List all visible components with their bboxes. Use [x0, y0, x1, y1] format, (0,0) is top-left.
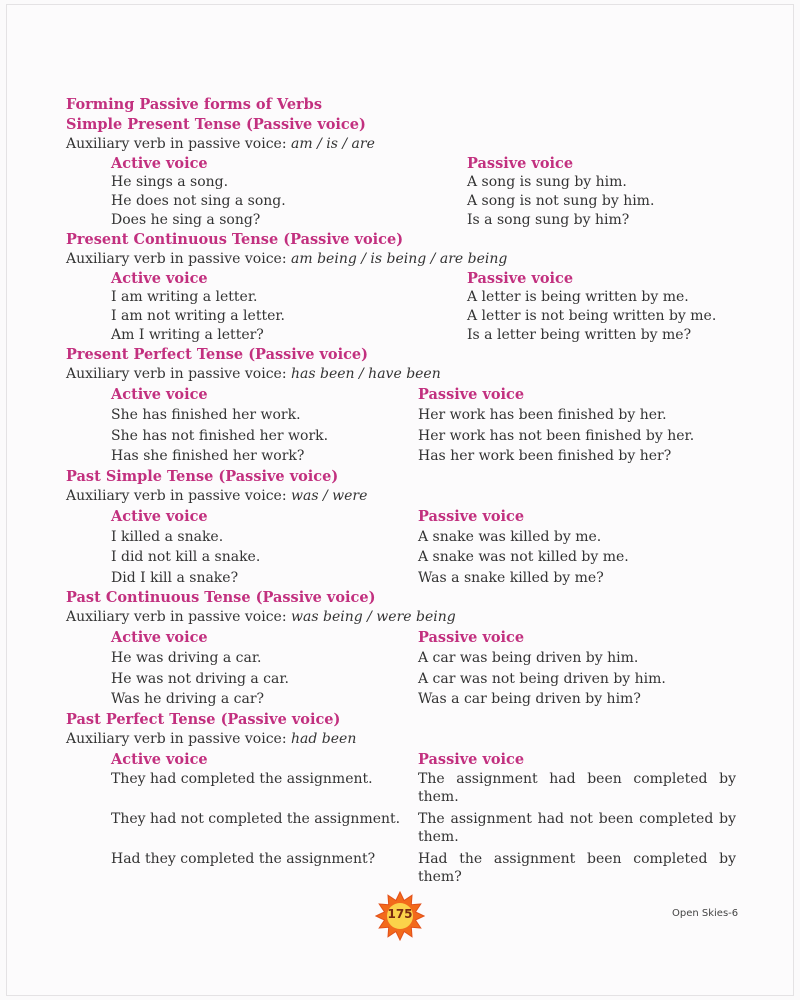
- passive-sentence: Her work has not been finished by her.: [418, 427, 695, 444]
- aux-forms: was being / were being: [291, 609, 456, 625]
- section-present-continuous: [66, 230, 738, 345]
- example-row: [66, 568, 738, 589]
- active-sentence: She has not finished her work.: [111, 427, 329, 444]
- aux-line: Auxiliary verb in passive voice: was / were: [66, 487, 368, 504]
- aux-line: Auxiliary verb in passive voice: was being / were being: [66, 609, 456, 625]
- active-sentence: Does he sing a song?: [111, 212, 261, 228]
- passive-sentence: A song is sung by him.: [467, 174, 627, 190]
- aux-forms: was / were: [291, 487, 368, 504]
- section-heading: Present Perfect Tense (Passive voice): [66, 346, 369, 363]
- passive-sentence: A car was not being driven by him.: [418, 670, 666, 687]
- book-title: Open Skies-6: [672, 908, 739, 919]
- aux-forms: am / is / are: [291, 136, 375, 152]
- active-sentence: Did I kill a snake?: [111, 569, 239, 586]
- example-row: [66, 426, 738, 447]
- passive-sentence: A letter is not being written by me.: [467, 308, 717, 324]
- active-sentence: She has finished her work.: [111, 407, 301, 423]
- example-row: [66, 405, 738, 426]
- section-heading: Past Perfect Tense (Passive voice): [66, 710, 341, 728]
- active-sentence: Am I writing a letter?: [111, 327, 264, 343]
- active-header: Active voice: [111, 507, 208, 525]
- passive-header: Passive voice: [418, 507, 525, 525]
- passive-sentence: A letter is being written by me.: [467, 289, 689, 305]
- example-row: [66, 527, 738, 548]
- section-heading: Simple Present Tense (Passive voice): [66, 116, 366, 133]
- passive-sentence: A snake was killed by me.: [418, 528, 602, 545]
- aux-line: Auxiliary verb in passive voice: am / is / are: [66, 136, 375, 152]
- passive-sentence: A snake was not killed by me.: [418, 549, 629, 565]
- passive-sentence: Is a song sung by him?: [467, 212, 630, 228]
- passive-sentence: Is a letter being written by me?: [467, 327, 692, 343]
- example-row: [66, 192, 738, 211]
- passive-sentence: A car was being driven by him.: [418, 650, 639, 666]
- section-past-continuous: [66, 588, 738, 710]
- passive-header: Passive voice: [418, 386, 525, 403]
- passive-sentence: Her work has been finished by her.: [418, 407, 667, 423]
- aux-line: Auxiliary verb in passive voice: had been: [66, 730, 357, 747]
- section-heading: Past Continuous Tense (Passive voice): [66, 589, 376, 606]
- page-title: Forming Passive forms of Verbs: [66, 96, 322, 113]
- example-row: [66, 173, 738, 192]
- active-sentence: Has she finished her work?: [111, 448, 305, 464]
- example-row: [66, 648, 738, 669]
- active-sentence: He sings a song.: [111, 174, 229, 190]
- passive-sentence: The assignment had been completed by them.: [418, 770, 736, 805]
- example-row: [66, 307, 738, 326]
- active-sentence: Had they completed the assignment?: [111, 850, 376, 867]
- example-row: [66, 689, 738, 710]
- active-sentence: He was driving a car.: [111, 650, 262, 666]
- passive-sentence: Has her work been finished by her?: [418, 448, 672, 464]
- aux-forms: had been: [291, 730, 357, 747]
- example-row: [66, 810, 738, 847]
- example-row: [66, 326, 738, 345]
- active-sentence: I killed a snake.: [111, 528, 224, 545]
- passive-header: Passive voice: [467, 270, 574, 287]
- active-sentence: I am writing a letter.: [111, 289, 258, 305]
- example-row: [66, 288, 738, 307]
- section-heading: Present Continuous Tense (Passive voice): [66, 231, 404, 248]
- passive-sentence: A song is not sung by him.: [467, 193, 655, 209]
- passive-sentence: The assignment had not been completed by them.: [418, 810, 736, 845]
- active-sentence: Was he driving a car?: [111, 691, 265, 707]
- section-past-perfect: [66, 710, 738, 887]
- active-header: Active voice: [111, 750, 208, 768]
- passive-header: Passive voice: [418, 750, 525, 768]
- passive-header: Passive voice: [418, 629, 525, 646]
- active-sentence: I am not writing a letter.: [111, 308, 285, 324]
- aux-forms: am being / is being / are being: [291, 251, 508, 267]
- active-header: Active voice: [111, 386, 208, 403]
- active-sentence: They had not completed the assignment.: [111, 810, 401, 827]
- passive-header: Passive voice: [467, 155, 574, 172]
- example-row: [66, 211, 738, 230]
- content: [66, 95, 738, 887]
- section-past-simple: [66, 467, 738, 589]
- section-simple-present: [66, 115, 738, 230]
- example-row: [66, 547, 738, 568]
- aux-line: Auxiliary verb in passive voice: am being / is being / are being: [66, 251, 508, 267]
- section-heading: Past Simple Tense (Passive voice): [66, 467, 339, 485]
- aux-line: Auxiliary verb in passive voice: has been / have been: [66, 366, 441, 382]
- example-row: [66, 770, 738, 807]
- passive-sentence: Had the assignment been completed by them?: [418, 850, 736, 885]
- page-number-badge: [375, 891, 425, 941]
- example-row: [66, 850, 738, 887]
- section-present-perfect: [66, 345, 738, 467]
- active-header: Active voice: [111, 629, 208, 646]
- active-header: Active voice: [111, 270, 208, 287]
- example-row: [66, 669, 738, 690]
- active-sentence: I did not kill a snake.: [111, 549, 261, 565]
- active-sentence: They had completed the assignment.: [111, 770, 373, 787]
- active-sentence: He was not driving a car.: [111, 670, 289, 687]
- passive-sentence: Was a snake killed by me?: [418, 569, 604, 586]
- passive-sentence: Was a car being driven by him?: [418, 691, 641, 707]
- example-row: [66, 446, 738, 467]
- aux-forms: has been / have been: [291, 366, 441, 382]
- active-header: Active voice: [111, 155, 208, 172]
- active-sentence: He does not sing a song.: [111, 193, 286, 209]
- page-number: 175: [387, 907, 413, 921]
